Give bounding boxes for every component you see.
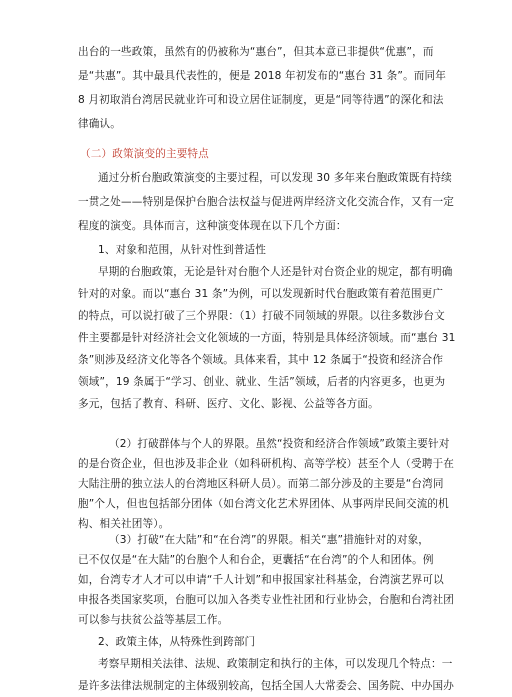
paragraph-line: 是许多法律法规制定的主体级别较高，包括全国人大常委会、国务院、中办国办: [78, 680, 455, 692]
paragraph-line: 通过分析台胞政策演变的主要过程，可以发现 30 多年来台胞政策既有持续: [98, 172, 452, 184]
paragraph-line: 的特点，可以说打破了三个界限：（1）打破不同领域的界限。以往多数涉台文: [78, 310, 445, 322]
paragraph-line: 针对的对象。而以“惠台 31 条”为例，可以发现新时代台胞政策有着范围更广: [78, 288, 444, 300]
paragraph-line: 的是台资企业，但也涉及非企业（如科研机构、高等学校）甚至个人（受聘于在: [78, 458, 455, 470]
paragraph-line: 出台的一些政策，虽然有的仍被称为“惠台”，但其本意已非提供“优惠”，而: [78, 46, 434, 58]
paragraph-line: 8 月初取消台湾居民就业许可和设立居住证制度，更是“同等待遇”的深化和法: [78, 94, 444, 106]
paragraph-line: 程度的演变。具体而言，这种演变体现在以下几个方面：: [78, 220, 347, 232]
paragraph-line: 是“共惠”。其中最具代表性的，便是 2018 年初发布的“惠台 31 条”。而同年: [78, 70, 447, 82]
paragraph-line: 件主要都是针对经济社会文化领域的一方面，特别是具体经济领域。而“惠台 31: [78, 332, 456, 344]
paragraph-line: 领域”，19 条属于“学习、创业、就业、生活”领域，后者的内容更多，也更为: [78, 376, 446, 388]
paragraph-line: 考察早期相关法律、法规、政策制定和执行的主体，可以发现几个特点：一: [98, 658, 453, 670]
paragraph-line: 可以参与扶贫公益等基层工作。: [78, 614, 229, 626]
paragraph-line: 已不仅仅是“在大陆”的台胞个人和台企，更囊括“在台湾”的个人和团体。例: [78, 554, 434, 566]
subsection-heading: 1、对象和范围，从针对性到普适性: [98, 244, 267, 256]
paragraph-line: 早期的台胞政策，无论是针对台胞个人还是针对台资企业的规定，都有明确: [98, 266, 453, 278]
paragraph-line: 如，台湾专才人才可以申请“千人计划”和申报国家社科基金，台湾演艺界可以: [78, 574, 444, 586]
paragraph-line: （3）打破“在大陆”和“在台湾”的界限。相关“惠”措施针对的对象，: [109, 534, 430, 546]
paragraph-line: 多元，包括了教育、科研、医疗、文化、影视、公益等各方面。: [78, 398, 379, 410]
paragraph-line: 申报各类国家奖项，台胞可以加入各类专业性社团和行业协会，台胞和台湾社团: [78, 594, 455, 606]
paragraph-line: 一贯之处——特别是保护台胞合法权益与促进两岸经济文化交流合作，又有一定: [78, 196, 455, 208]
paragraph-line: 构、相关社团等）。: [78, 518, 170, 530]
paragraph-line: （2）打破群体与个人的界限。虽然“投资和经济合作领域”政策主要针对: [109, 438, 450, 450]
paragraph-line: 条”则涉及经济文化等各个领域。具体来看，其中 12 条属于“投资和经济合作: [78, 354, 444, 366]
paragraph-line: 律确认。: [78, 118, 121, 130]
subsection-heading: 2、政策主体，从特殊性到跨部门: [98, 636, 256, 648]
paragraph-line: 胞”个人，但也包括部分团体（如台湾文化艺术界团体、从事两岸民间交流的机: [78, 498, 449, 510]
section-heading: （二）政策演变的主要特点: [80, 148, 209, 160]
paragraph-line: 大陆注册的独立法人的台湾地区科研人员）。而第二部分涉及的主要是“台湾同: [78, 478, 444, 490]
